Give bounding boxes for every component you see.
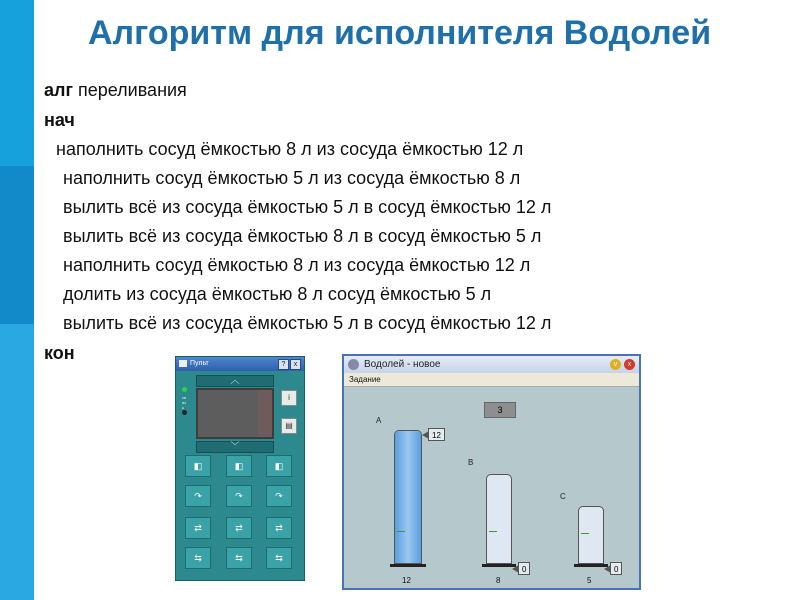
transfer-e-button[interactable] <box>226 547 252 569</box>
alg-line: вылить всё из сосуда ёмкостью 5 л в сосуд ёмкостью 12 л <box>63 197 552 217</box>
chevron-up-icon: ︿ <box>230 375 240 385</box>
alg-name: переливания <box>72 80 187 100</box>
fill-icon: ◧ <box>234 461 244 471</box>
fill-icon: ◧ <box>193 461 203 471</box>
vessel-b[interactable] <box>486 474 512 564</box>
transfer-icon: ⇆ <box>275 553 283 563</box>
vessel-a[interactable] <box>394 430 422 564</box>
side-bar-middle <box>0 166 34 324</box>
remote-title: Пульт <box>190 360 209 367</box>
scroll-down-button[interactable] <box>196 441 274 453</box>
alg-line: наполнить сосуд ёмкостью 8 л из сосуда ёмкостью 12 л <box>56 139 524 159</box>
vessel-c-label: C <box>560 492 566 501</box>
pour-icon: ↷ <box>235 491 243 501</box>
remote-screen <box>196 388 274 439</box>
help-button[interactable]: ? <box>278 359 289 370</box>
vessel-field <box>344 388 639 588</box>
vessel-b-base <box>482 564 516 567</box>
info-icon: i <box>288 393 290 402</box>
transfer-icon: ⇄ <box>194 523 202 533</box>
remote-titlebar <box>176 357 304 371</box>
close-button[interactable] <box>624 359 635 370</box>
alg-line: наполнить сосуд ёмкостью 5 л из сосуда ёмкостью 8 л <box>63 168 521 188</box>
alg-line: наполнить сосуд ёмкостью 8 л из сосуда ёмкостью 12 л <box>63 255 531 275</box>
level-mark <box>581 533 589 534</box>
alg-header <box>44 80 187 101</box>
alg-end <box>44 343 75 364</box>
fill-icon: ◧ <box>274 461 284 471</box>
clipboard-button[interactable] <box>281 418 297 434</box>
level-mark <box>489 531 497 532</box>
fill-c-button[interactable] <box>266 455 292 477</box>
vessel-b-capacity: 8 <box>496 576 501 585</box>
transfer-icon: ⇆ <box>235 553 243 563</box>
vessel-c-capacity: 5 <box>587 576 592 585</box>
vessel-b-label: B <box>468 458 474 467</box>
chevron-down-icon: v <box>613 361 618 368</box>
pour-icon: ↷ <box>275 491 283 501</box>
vessel-b-amount: 0 <box>518 562 530 575</box>
begin-keyword: нач <box>44 110 75 130</box>
slide-title: Алгоритм для исполнителя Водолей <box>88 14 712 52</box>
app-icon <box>348 359 359 370</box>
vessel-c-amount: 0 <box>610 562 622 575</box>
vodoley-window <box>342 354 641 590</box>
led-green-icon <box>182 387 187 392</box>
fill-a-button[interactable] <box>185 455 211 477</box>
vessel-a-label: A <box>376 416 382 425</box>
transfer-b-button[interactable] <box>226 517 252 539</box>
alg-line: долить из сосуда ёмкостью 8 л сосуд ёмкостью 5 л <box>63 284 492 304</box>
step-counter: 3 <box>484 402 516 418</box>
window-icon <box>179 360 187 367</box>
pour-icon: ↷ <box>194 491 202 501</box>
transfer-icon: ⇄ <box>275 523 283 533</box>
vodoley-title: Водолей - новое <box>364 359 441 370</box>
clipboard-icon: ▤ <box>285 421 293 430</box>
pour-c-button[interactable] <box>266 485 292 507</box>
transfer-icon: ⇆ <box>194 553 202 563</box>
alg-keyword: алг <box>44 80 73 100</box>
vessel-a-water <box>395 431 421 563</box>
pour-a-button[interactable] <box>185 485 211 507</box>
alg-line: вылить всё из сосуда ёмкостью 8 л в сосуд ёмкостью 5 л <box>63 226 542 246</box>
connection-indicator <box>182 387 188 418</box>
vessel-a-amount: 12 <box>428 428 445 441</box>
info-button[interactable] <box>281 390 297 406</box>
menu-bar <box>344 373 639 387</box>
remote-window <box>175 356 305 581</box>
led-off-icon <box>182 410 187 415</box>
transfer-icon: ⇄ <box>235 523 243 533</box>
transfer-f-button[interactable] <box>266 547 292 569</box>
led-text: связь <box>182 395 187 410</box>
transfer-c-button[interactable] <box>266 517 292 539</box>
vessel-c-base <box>574 564 608 567</box>
chevron-down-icon: ﹀ <box>230 441 240 451</box>
scroll-up-button[interactable] <box>196 375 274 387</box>
alg-begin <box>44 110 75 131</box>
level-mark <box>397 531 405 532</box>
transfer-d-button[interactable] <box>185 547 211 569</box>
side-bar-top <box>0 0 34 166</box>
vodoley-titlebar <box>344 356 639 373</box>
vessel-a-base <box>390 564 426 567</box>
pour-b-button[interactable] <box>226 485 252 507</box>
alg-line: вылить всё из сосуда ёмкостью 5 л в сосуд ёмкостью 12 л <box>63 313 552 333</box>
close-button[interactable]: x <box>290 359 301 370</box>
fill-b-button[interactable] <box>226 455 252 477</box>
vessel-a-capacity: 12 <box>402 576 411 585</box>
minimize-button[interactable] <box>610 359 621 370</box>
transfer-a-button[interactable] <box>185 517 211 539</box>
end-keyword: кон <box>44 343 75 363</box>
vessel-c[interactable] <box>578 506 604 564</box>
close-icon: x <box>627 361 632 368</box>
menu-task[interactable]: Задание <box>349 375 381 384</box>
side-bar-bottom <box>0 324 34 600</box>
